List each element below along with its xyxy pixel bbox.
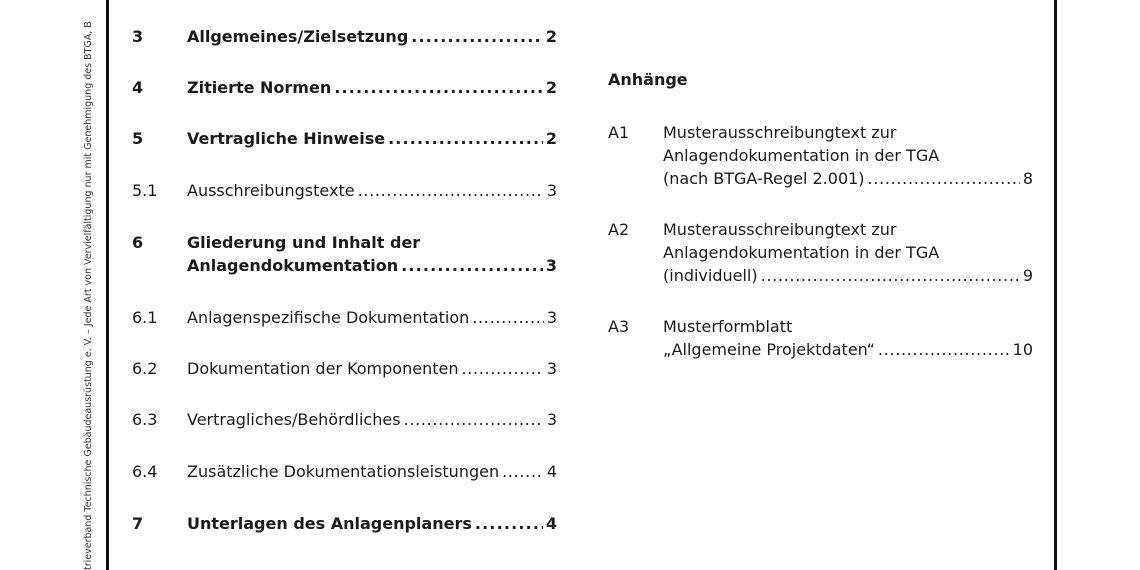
toc-page: 3 xyxy=(546,181,557,200)
toc-title: Zitierte Normen xyxy=(187,78,332,97)
toc-number: 6 xyxy=(132,233,144,252)
annex-title-line-1: Musterausschreibungtext zur xyxy=(663,220,897,239)
annex-heading: Anhänge xyxy=(608,70,688,89)
toc-page: 2 xyxy=(545,27,557,46)
annex-page: 10 xyxy=(1012,340,1033,359)
toc-title: Vertragliches/Behördliches xyxy=(187,410,401,429)
toc-page: 3 xyxy=(545,256,557,275)
annex-title-line-2: Anlagendokumentation in der TGA xyxy=(663,146,940,165)
toc-title: Ausschreibungstexte xyxy=(187,181,355,200)
toc-title: Vertragliche Hinweise xyxy=(187,129,386,148)
annex-number: A3 xyxy=(608,317,630,336)
toc-number: 6.4 xyxy=(132,462,158,481)
annex-number: A2 xyxy=(608,220,630,239)
annex-page: 9 xyxy=(1022,266,1033,285)
annex-title-line-3: (individuell) xyxy=(663,266,758,285)
toc-number: 6.2 xyxy=(132,359,158,378)
toc-number: 5 xyxy=(132,129,144,148)
toc-page: 2 xyxy=(545,129,557,148)
toc-number: 4 xyxy=(132,78,144,97)
toc-number: 7 xyxy=(132,514,144,533)
toc-title: Allgemeines/Zielsetzung xyxy=(187,27,409,46)
toc-title: Dokumentation der Komponenten xyxy=(187,359,459,378)
toc-page: 3 xyxy=(546,359,557,378)
copyright-side-note xyxy=(78,0,100,570)
toc-title-line-2: Anlagendokumentation xyxy=(187,256,399,275)
toc-page: 2 xyxy=(545,78,557,97)
annex-title-line-2: „Allgemeine Projektdaten“ xyxy=(663,340,875,359)
annex-title-line-2: Anlagendokumentation in der TGA xyxy=(663,243,940,262)
toc-title: Unterlagen des Anlagenplaners xyxy=(187,514,472,533)
annex-page: 8 xyxy=(1022,169,1033,188)
page-frame-right xyxy=(1054,0,1057,570)
toc-page: 4 xyxy=(545,514,557,533)
toc-page: 3 xyxy=(546,410,557,429)
toc-title: Gliederung und Inhalt der xyxy=(187,233,421,252)
toc-page: 3 xyxy=(546,308,557,327)
toc-number: 5.1 xyxy=(132,181,158,200)
annex-title-line-1: Musterausschreibungtext zur xyxy=(663,123,897,142)
toc-number: 6.1 xyxy=(132,308,158,327)
toc-page: 4 xyxy=(546,462,557,481)
toc-number: 3 xyxy=(132,27,144,46)
page-frame-left xyxy=(106,0,109,570)
annex-title-line-1: Musterformblatt xyxy=(663,317,793,336)
copyright-side-note-text: trieverband Technische Gebäudeausrüstung e. V. – Jede Art von Vervielfältigung nur mit Genehmigung des BTGA, B xyxy=(83,21,94,570)
toc-number: 6.3 xyxy=(132,410,158,429)
annex-title-line-3: (nach BTGA-Regel 2.001) xyxy=(663,169,865,188)
annex-number: A1 xyxy=(608,123,630,142)
toc-title: Anlagenspezifische Dokumentation xyxy=(187,308,470,327)
toc-title: Zusätzliche Dokumentationsleistungen xyxy=(187,462,500,481)
